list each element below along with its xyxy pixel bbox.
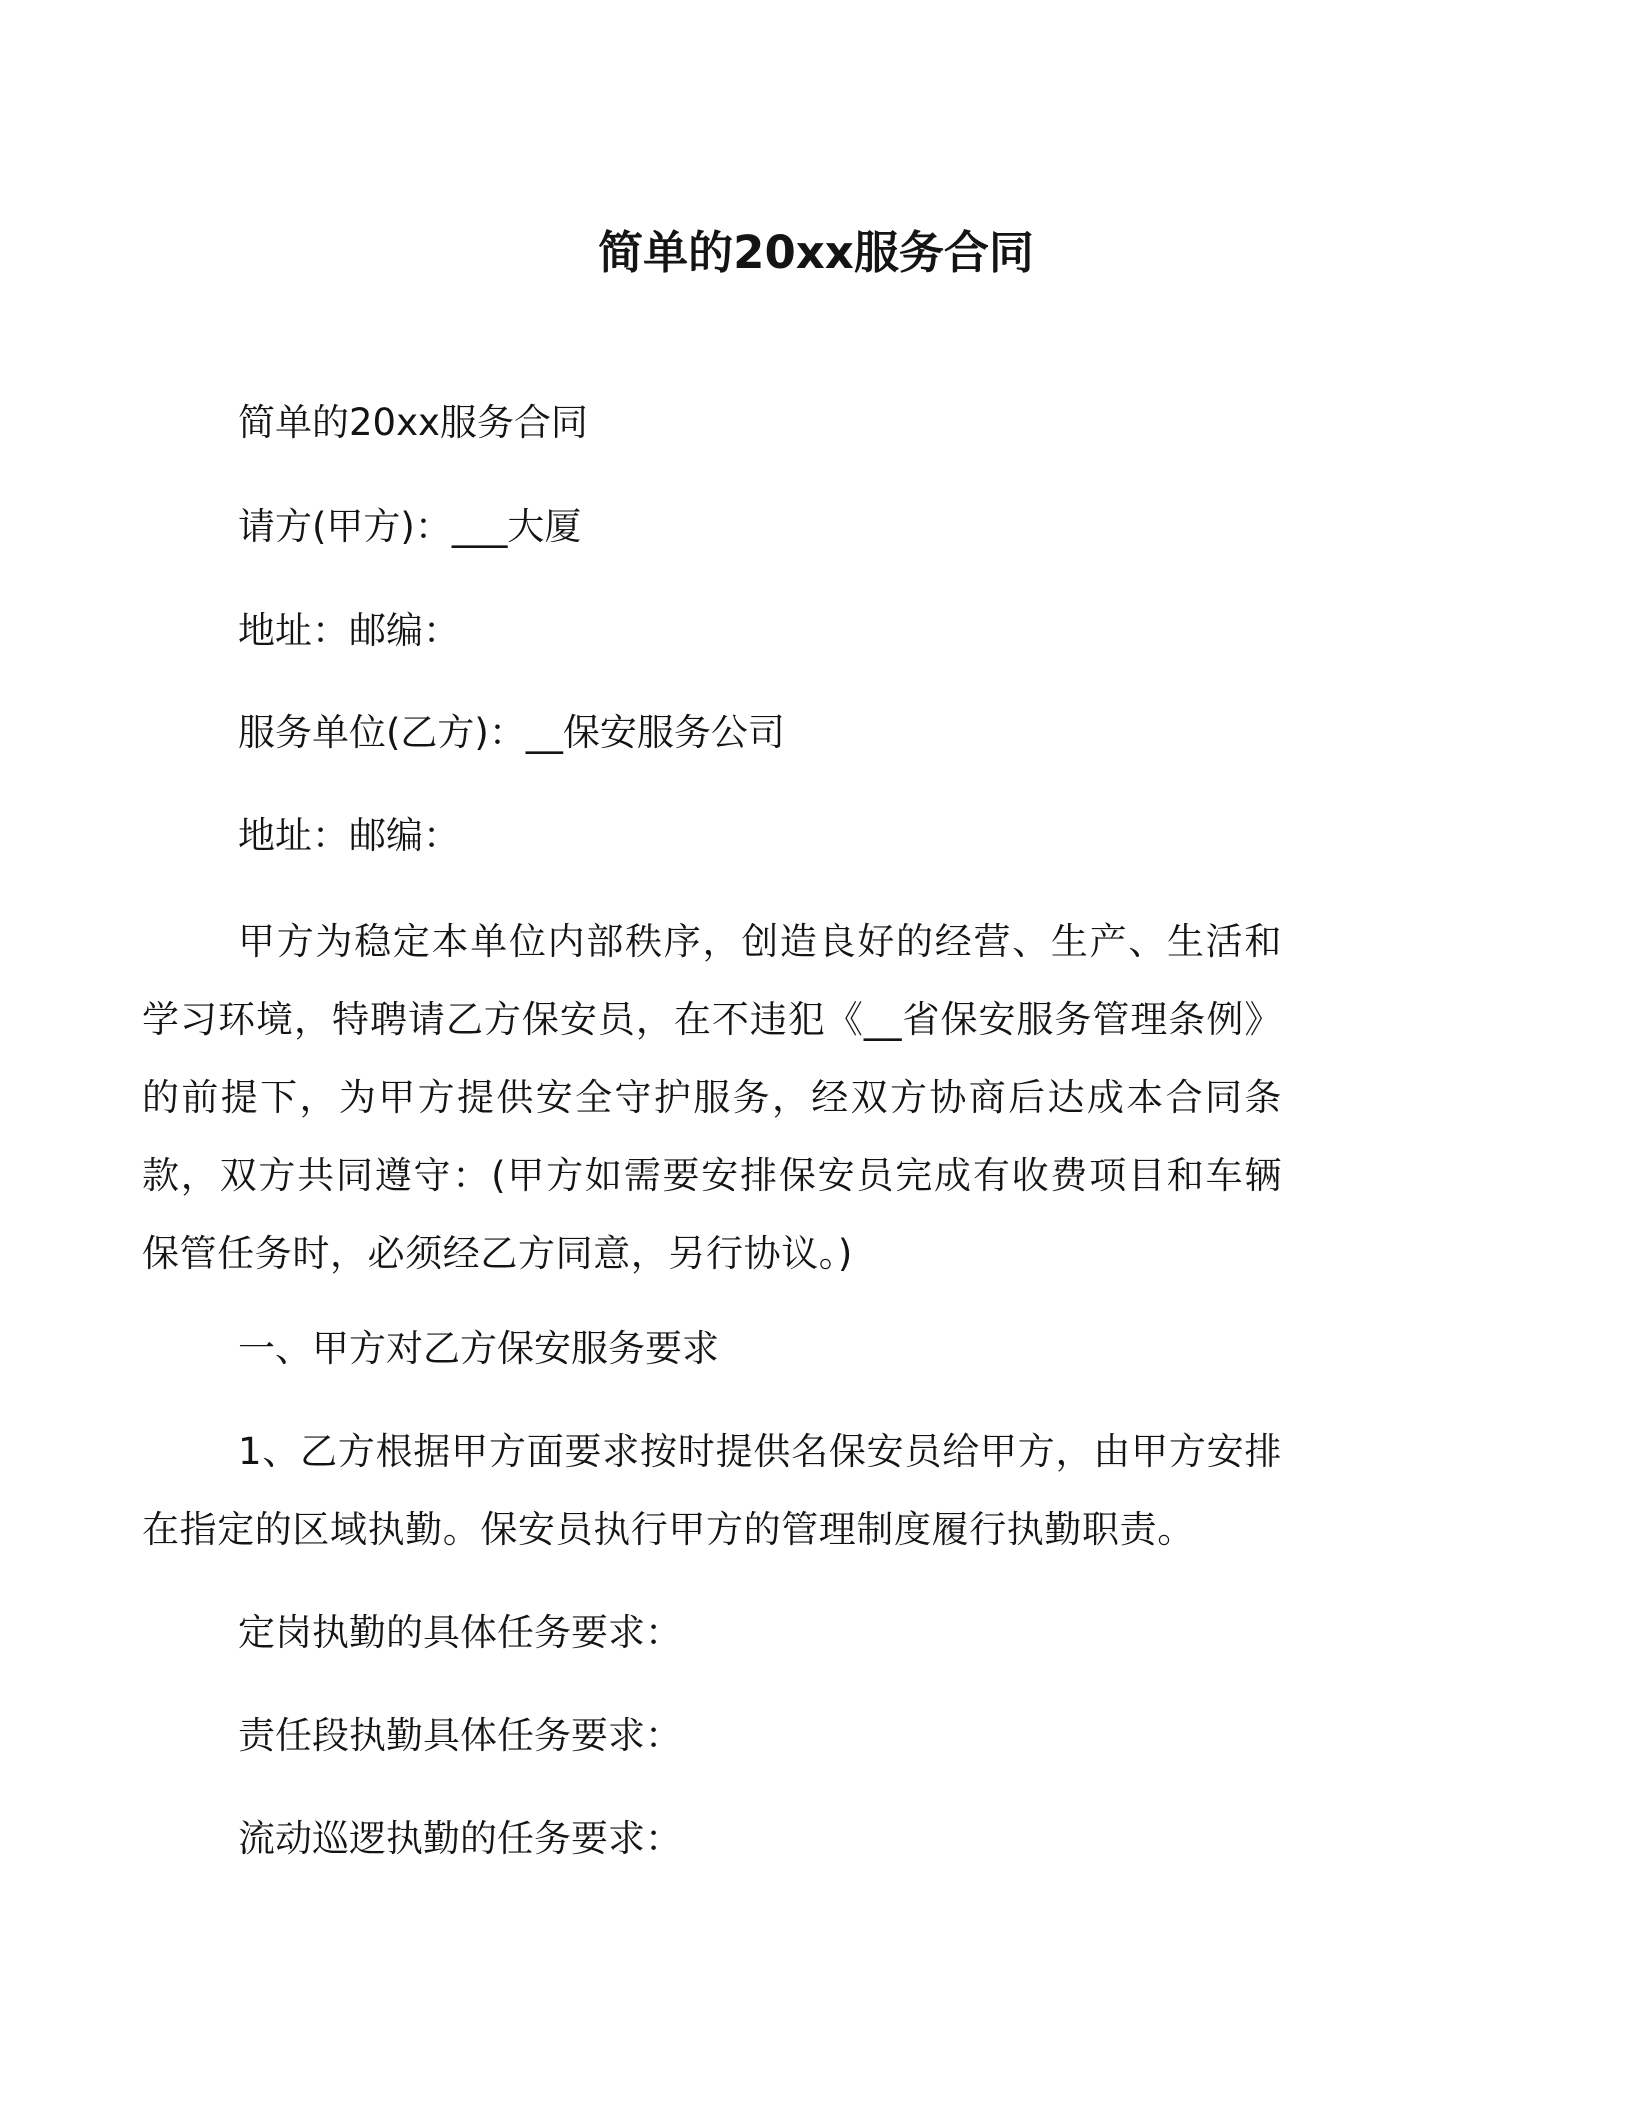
section-1-heading: 一、甲方对乙方保安服务要求 (238, 1327, 719, 1370)
patrol-duty-line: 流动巡逻执勤的任务要求： (238, 1817, 682, 1860)
section-duty-line: 责任段执勤具体任务要求： (238, 1714, 682, 1757)
document-title: 简单的20xx服务合同 (598, 226, 1034, 279)
preamble-paragraph: 甲方为稳定本单位内部秩序，创造良好的经营、生产、生活和学习环境，特聘请乙方保安员，在不违犯《__省保安服务管理条例》的前提下，为甲方提供安全守护服务，经双方协商后达成本合同条款，双方共同遵守：(甲方如需要安排保安员完成有收费项目和车辆保管任务时，必须经乙方同意，另行协议。) (142, 920, 1282, 1275)
address-a-line: 地址：邮编： (238, 609, 460, 652)
subtitle-line: 简单的20xx服务合同 (238, 401, 588, 444)
party-b-line: 服务单位(乙方)：__保安服务公司 (238, 711, 785, 754)
party-a-line: 请方(甲方)：___大厦 (238, 505, 582, 548)
address-b-line: 地址：邮编： (238, 814, 460, 857)
fixed-post-duty-line: 定岗执勤的具体任务要求： (238, 1611, 682, 1654)
clause-1-paragraph: 1、乙方根据甲方面要求按时提供名保安员给甲方，由甲方安排在指定的区域执勤。保安员执行甲方的管理制度履行执勤职责。 (142, 1430, 1282, 1551)
